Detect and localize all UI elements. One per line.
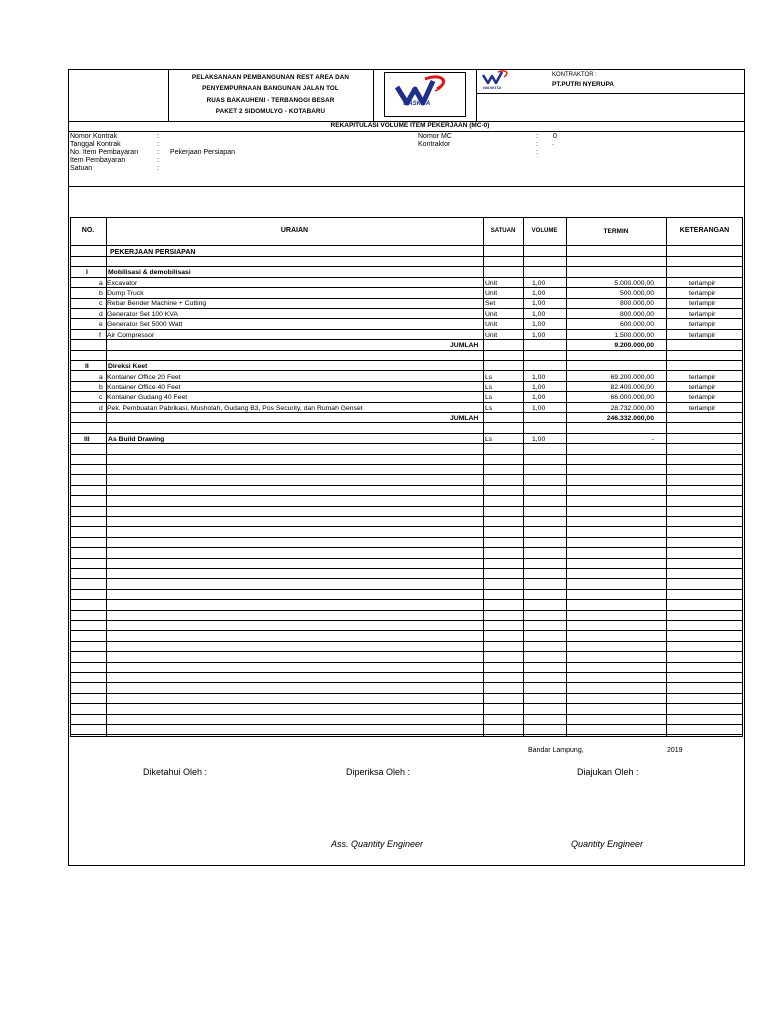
place-date: Bandar Lampung, [528, 747, 584, 754]
table-row-line [70, 495, 743, 496]
mobilisasi-item-desc: Generator Set 100 KVA [107, 310, 178, 318]
waskita-logo-small [480, 70, 516, 92]
mobilisasi-item-volume: 1,00 [532, 321, 546, 329]
direksi-keet-item-keterangan: terlampir [689, 373, 716, 381]
col-header-keterangan: KETERANGAN [679, 227, 730, 234]
mobilisasi-item-satuan: Unit [485, 310, 498, 318]
table-row-line [70, 651, 743, 652]
table-row-line [70, 464, 743, 465]
waskita-logo-small-icon [480, 70, 516, 86]
col-header-uraian: URAIAN [280, 227, 309, 234]
group-title: Direksi Keet [108, 363, 148, 370]
mobilisasi-item-desc: Air Compressor [107, 331, 155, 339]
mobilisasi-item-keterangan: terlampir [689, 289, 716, 297]
direksi-keet-item-volume: 1,00 [532, 404, 546, 412]
table-row-line [70, 672, 743, 673]
col-header-volume: VOLUME [531, 228, 558, 234]
direksi-keet-item-volume: 1,00 [532, 383, 546, 391]
mobilisasi-item-volume: 1,00 [532, 310, 546, 318]
direksi-keet-item-satuan: Ls [485, 404, 493, 412]
group-no: I [86, 269, 88, 276]
table-header-bottom [70, 245, 743, 246]
info-sep: : [157, 165, 159, 172]
mobilisasi-item-desc: Dump Truck [107, 289, 144, 297]
mobilisasi-item-keterangan: terlampir [689, 321, 716, 329]
mobilisasi-item-termin: 600.000,00 [619, 321, 654, 329]
signature-diajukan: Diajukan Oleh : [577, 767, 639, 777]
mobilisasi-item-letter: e [99, 321, 103, 329]
table-row-line [70, 641, 743, 642]
year: 2019 [667, 747, 683, 754]
direksi-keet-item-termin: 28.732.000,00 [610, 404, 654, 412]
role-quantity-engineer: Quantity Engineer [571, 839, 644, 849]
direksi-keet-item-keterangan: terlampir [689, 404, 716, 412]
col-header-satuan: SATUAN [490, 228, 516, 234]
info-label-no-item: No. Item Pembayaran [70, 149, 139, 156]
table-row-line [70, 610, 743, 611]
info-sep: : [157, 133, 159, 140]
waskita-logo [384, 72, 466, 117]
group-total-value: 246.332.000,00 [606, 415, 654, 422]
info-value-no-item: Pekerjaan Persiapan [170, 149, 235, 156]
direksi-keet-item-volume: 1,00 [532, 373, 546, 381]
table-row-line [70, 693, 743, 694]
table-row-line [70, 474, 743, 475]
info-label-item-pembayaran: Item Pembayaran [70, 157, 126, 164]
project-title-line-1: PELAKSANAAN PEMBANGUNAN REST AREA DAN [191, 74, 350, 81]
col-header-termin: TERMIN [603, 228, 629, 235]
waskita-logo-icon [385, 73, 464, 115]
info-label-tanggal-kontrak: Tanggal Kontrak [70, 141, 121, 148]
group-total-label: JUMLAH [450, 342, 479, 349]
mobilisasi-item-termin: 800.000,00 [619, 300, 654, 308]
project-title-line-4: PAKET 2 SIDOMULYO - KOTABARU [215, 108, 326, 115]
header-divider-3 [476, 69, 477, 121]
table-row-line [70, 630, 743, 631]
direksi-keet-item-desc: Pek. Pembuatan Pabrikasi, Musholah, Gudang B3, Pos Security, dan Rumah Genset [107, 404, 363, 412]
contractor-name: PT.PUTRI NYERUPA [552, 81, 614, 88]
signature-diketahui: Diketahui Oleh : [143, 767, 208, 777]
mobilisasi-item-volume: 1,00 [532, 300, 546, 308]
table-row-line [70, 714, 743, 715]
group-title: As Build Drawing [108, 436, 165, 443]
signature-diperiksa: Diperiksa Oleh : [346, 767, 411, 777]
table-row-line [70, 516, 743, 517]
table-row-line [70, 620, 743, 621]
table-row-line [70, 578, 743, 579]
direksi-keet-item-satuan: Ls [485, 383, 493, 391]
table-row-line [70, 734, 743, 735]
mobilisasi-item-letter: b [99, 289, 103, 297]
info-bottom-line [68, 186, 745, 187]
table-row-line [70, 589, 743, 590]
mobilisasi-item-desc: Rebar Bender Machine + Cutting [107, 300, 207, 308]
table-row-line [70, 662, 743, 663]
table-row-line [70, 703, 743, 704]
direksi-keet-item-desc: Kontainer Gudang 40 Feet [107, 394, 188, 402]
group-no: III [84, 436, 90, 443]
col-divider [483, 217, 484, 737]
mobilisasi-item-volume: 1,00 [532, 331, 546, 339]
table-row-line [70, 682, 743, 683]
table-row-line [70, 547, 743, 548]
table-row-line [70, 568, 743, 569]
direksi-keet-item-keterangan: terlampir [689, 383, 716, 391]
project-title-line-3: RUAS BAKAUHENI - TERBANGGI BESAR [206, 97, 335, 104]
direksi-keet-item-letter: a [99, 373, 103, 381]
table-row-line [70, 433, 743, 434]
table-row-line [70, 599, 743, 600]
contractor-label: KONTRAKTOR : [552, 72, 597, 78]
direksi-keet-item-satuan: Ls [485, 373, 493, 381]
table-row-line [70, 370, 743, 371]
mobilisasi-item-termin: 5.000.000,00 [614, 279, 654, 287]
mobilisasi-item-desc: Excavator [107, 279, 138, 287]
logo-text: WASKITA [403, 101, 431, 107]
mobilisasi-item-letter: f [99, 331, 101, 339]
recap-title: REKAPITULASI VOLUME ITEM PEKERJAAN (MC-0) [330, 122, 490, 129]
table-row-line [70, 724, 743, 725]
table-row-line [70, 266, 743, 267]
direksi-keet-item-satuan: Ls [485, 394, 493, 402]
table-row-line [70, 485, 743, 486]
info-label-nomor-mc: Nomor MC [418, 133, 452, 140]
table-row-line [70, 526, 743, 527]
mobilisasi-item-desc: Generator Set 5000 Watt [107, 321, 183, 329]
mobilisasi-item-volume: 1,00 [532, 289, 546, 297]
col-divider [666, 217, 667, 737]
mobilisasi-item-satuan: Unit [485, 279, 498, 287]
direksi-keet-item-letter: d [99, 404, 103, 412]
recap-line [68, 131, 745, 132]
info-value-kontraktor: . [552, 140, 554, 147]
info-sep: : [157, 157, 159, 164]
direksi-keet-item-keterangan: terlampir [689, 394, 716, 402]
direksi-keet-item-desc: Kontainer Office 40 Feet [107, 383, 181, 391]
direksi-keet-item-desc: Kontainer Office 20 Feet [107, 373, 181, 381]
logo-text-small: WASKITA [483, 85, 502, 90]
direksi-keet-item-termin: 69.200.000,00 [610, 373, 654, 381]
role-ass-quantity-engineer: Ass. Quantity Engineer [331, 839, 424, 849]
info-label-satuan: Satuan [70, 165, 93, 172]
mobilisasi-item-keterangan: terlampir [689, 279, 716, 287]
mobilisasi-item-termin: 500.000,00 [619, 289, 654, 297]
mobilisasi-item-keterangan: terlampir [689, 310, 716, 318]
mobilisasi-item-volume: 1,00 [532, 279, 546, 287]
mobilisasi-item-satuan: Unit [485, 331, 498, 339]
mobilisasi-item-keterangan: terlampir [689, 300, 716, 308]
info-label-nomor-kontrak: Nomor Kontrak [70, 133, 118, 140]
info-sep: : [536, 141, 538, 148]
table-row-line [70, 454, 743, 455]
mobilisasi-item-termin: 1.500.000,00 [614, 331, 654, 339]
header-contractor-line [476, 93, 745, 94]
group-no: II [85, 363, 89, 370]
mobilisasi-item-letter: c [99, 300, 103, 308]
info-sep: : [536, 133, 538, 140]
group-title: Mobilisasi & demobilisasi [108, 269, 191, 276]
table-row-line [70, 360, 743, 361]
header-divider-2 [373, 69, 374, 121]
group-volume: 1,00 [532, 436, 546, 443]
col-header-no: NO. [81, 227, 95, 234]
info-value-nomor-mc: 0 [553, 133, 557, 140]
mobilisasi-item-letter: d [99, 310, 103, 318]
col-divider [523, 217, 524, 737]
project-title-line-2: PENYEMPURNAAN BANGUNAN JALAN TOL [202, 85, 339, 92]
group-total-value: 9.200.000,00 [614, 342, 654, 349]
info-sep: : [157, 141, 159, 148]
mobilisasi-item-letter: a [99, 279, 103, 287]
mobilisasi-item-satuan: Unit [485, 321, 498, 329]
info-label-kontraktor: Kontraktor [418, 141, 451, 148]
mobilisasi-item-satuan: Set [485, 300, 496, 308]
direksi-keet-item-letter: b [99, 383, 103, 391]
table-row-line [70, 558, 743, 559]
group-termin: - [651, 436, 654, 443]
group-satuan: Ls [485, 436, 493, 443]
mobilisasi-item-termin: 800.000,00 [619, 310, 654, 318]
direksi-keet-item-termin: 82.400.000,00 [610, 383, 654, 391]
direksi-keet-item-termin: 66.000.000,00 [610, 394, 654, 402]
mobilisasi-item-satuan: Unit [485, 289, 498, 297]
info-sep: : [157, 149, 159, 156]
direksi-keet-item-letter: c [99, 394, 103, 402]
section-title: PEKERJAAN PERSIAPAN [110, 249, 196, 256]
info-sep: : [536, 149, 538, 156]
table-row-line [70, 506, 743, 507]
direksi-keet-item-volume: 1,00 [532, 394, 546, 402]
group-total-label: JUMLAH [450, 415, 479, 422]
table-row-line [70, 537, 743, 538]
mobilisasi-item-keterangan: terlampir [689, 331, 716, 339]
